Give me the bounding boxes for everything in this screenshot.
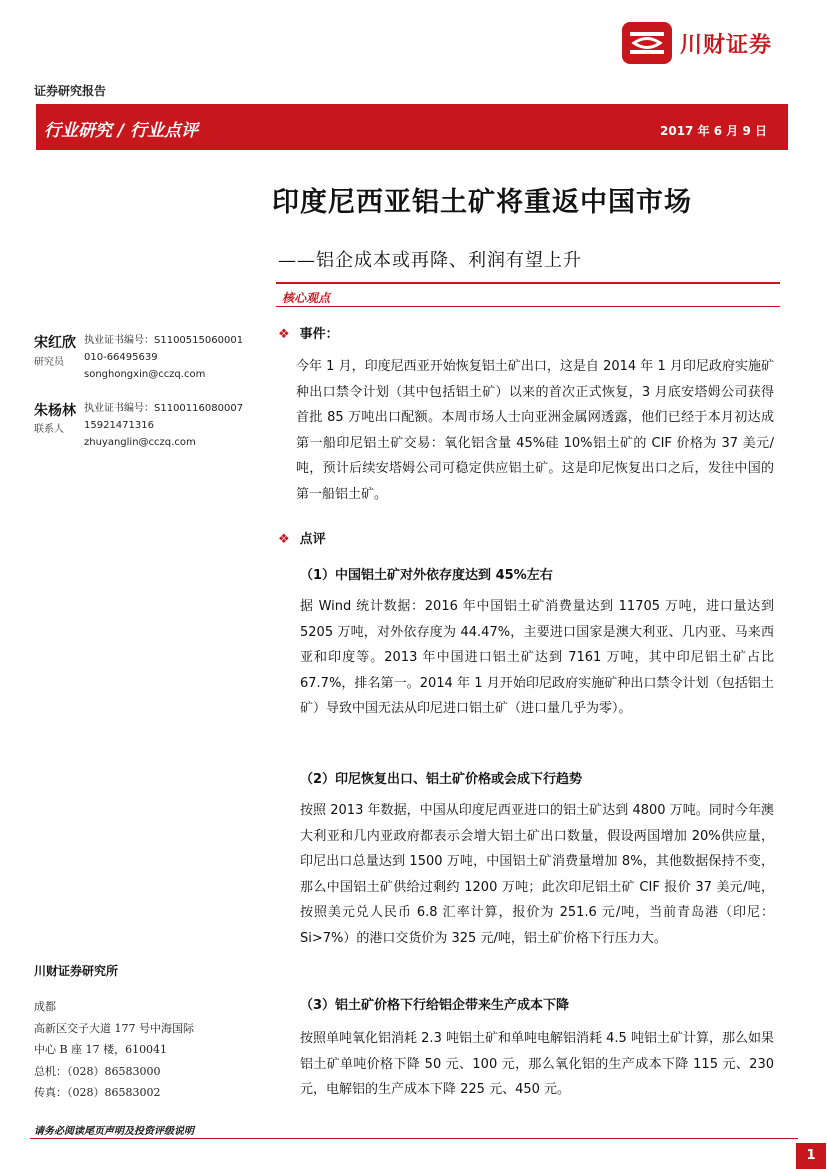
institute-address <box>34 996 194 1104</box>
disclaimer-note: 请务必阅读尾页声明及投资评级说明 <box>34 1126 194 1137</box>
divider <box>276 306 780 307</box>
subheading-1: （1）中国铝土矿对外依存度达到 45%左右 <box>300 568 553 583</box>
address-line: 成都 <box>34 1000 56 1013</box>
report-date: 2017 年 6 月 9 日 <box>660 124 767 138</box>
divider <box>276 282 780 284</box>
core-label: 核心观点 <box>282 291 331 305</box>
report-type: 证券研究报告 <box>34 84 107 98</box>
report-category: 行业研究 / 行业点评 <box>44 121 199 141</box>
analyst-name: 宋红欣 <box>34 335 76 351</box>
address-line: 中心 B 座 17 楼，610041 <box>34 1043 168 1056</box>
subheading-2: （2）印尼恢复出口、铝土矿价格或会成下行趋势 <box>300 772 583 787</box>
paragraph-3: 按照单吨氧化铝消耗 2.3 吨铝土矿和单吨电解铝消耗 4.5 吨铝土矿计算，那么如果铝土矿单吨价格下降 50 元、100 元，那么氧化铝的生产成本下降 115 元、230 元，电解铝的生产成本下降 225 元、450 元。 <box>300 1031 774 1097</box>
page-number: 1 <box>796 1143 826 1169</box>
section-heading-event: ❖ 事件： <box>278 327 339 342</box>
address-line: 高新区交子大道 177 号中海国际 <box>34 1021 194 1035</box>
company-logo-icon <box>622 22 672 64</box>
analyst-role: 联系人 <box>34 424 64 435</box>
analyst-email[interactable]: zhuyanglin@cczq.com <box>84 437 196 448</box>
institute-name: 川财证券研究所 <box>34 964 119 978</box>
address-line: 传真：（028）86583002 <box>34 1086 161 1099</box>
paragraph-1: 据 Wind 统计数据：2016 年中国铝土矿消费量达到 11705 万吨，进口量达到 5205 万吨，对外依存度为 44.47%，主要进口国家是澳大利亚、几内亚、马来西亚和印度等。2013 年中国进口铝土矿达到 7161 万吨，其中印尼铝土矿占比 67.7%，排名第一。2014 年 1 月开始印尼政府实施矿种出口禁令计划（包括铝土矿）导致中国无法从印尼进口铝土矿（进口量几乎为零）。 <box>300 599 774 716</box>
event-paragraph: 今年 1 月，印度尼西亚开始恢复铝土矿出口，这是自 2014 年 1 月印尼政府实施矿种出口禁令计划（其中包括铝土矿）以来的首次正式恢复，3 月底安塔姆公司获得首批 85 万吨出口配额。本周市场人士向亚洲金属网透露，他们已经于本月初达成第一船印尼铝土矿交易：氧化铝含量 45%硅 10%铝土矿的 CIF 价格为 37 美元/吨，预计后续安塔姆公司可稳定供应铝土矿。这是印尼恢复出口之后，发往中国的第一船铝土矿。 <box>296 359 774 502</box>
address-line: 总机：（028）86583000 <box>34 1064 161 1078</box>
analyst-cert: 执业证书编号：S1100116080007 <box>84 403 244 414</box>
diamond-bullet-icon: ❖ <box>278 532 290 547</box>
diamond-bullet-icon: ❖ <box>278 327 290 342</box>
footer-divider <box>30 1138 798 1139</box>
brand-name: 川财证券 <box>680 33 773 58</box>
analyst-name: 朱杨林 <box>34 403 76 419</box>
analyst-phone: 010-66495639 <box>84 352 158 363</box>
analyst-cert: 执业证书编号：S1100515060001 <box>84 335 244 346</box>
analyst-email[interactable]: songhongxin@cczq.com <box>84 369 206 380</box>
paragraph-2: 按照 2013 年数据，中国从印度尼西亚进口的铝土矿达到 4800 万吨。同时今年澳大利亚和几内亚政府都表示会增大铝土矿出口数量，假设两国增加 20%供应量，印尼出口总量达到 1500 万吨，中国铝土矿消费量增加 8%，其他数据保持不变，那么中国铝土矿供给过剩约 1200 万吨；此次印尼铝土矿 CIF 报价 37 美元/吨，按照美元兑人民币 6.8 汇率计算，报价为 251.6 元/吨，当前青岛港（印尼：Si>7%）的港口交货价为 325 元/吨，铝土矿价格下行压力大。 <box>300 803 774 946</box>
page-subtitle: ——铝企成本或再降、利润有望上升 <box>278 250 582 271</box>
section-heading-comment: ❖ 点评 <box>278 532 326 547</box>
subheading-3: （3）铝土矿价格下行给铝企带来生产成本下降 <box>300 998 570 1013</box>
analyst-info <box>84 400 243 451</box>
page-title: 印度尼西亚铝土矿将重返中国市场 <box>272 187 692 218</box>
analyst-role: 研究员 <box>34 357 64 368</box>
analyst-phone: 15921471316 <box>84 420 154 431</box>
analyst-info <box>84 332 243 383</box>
